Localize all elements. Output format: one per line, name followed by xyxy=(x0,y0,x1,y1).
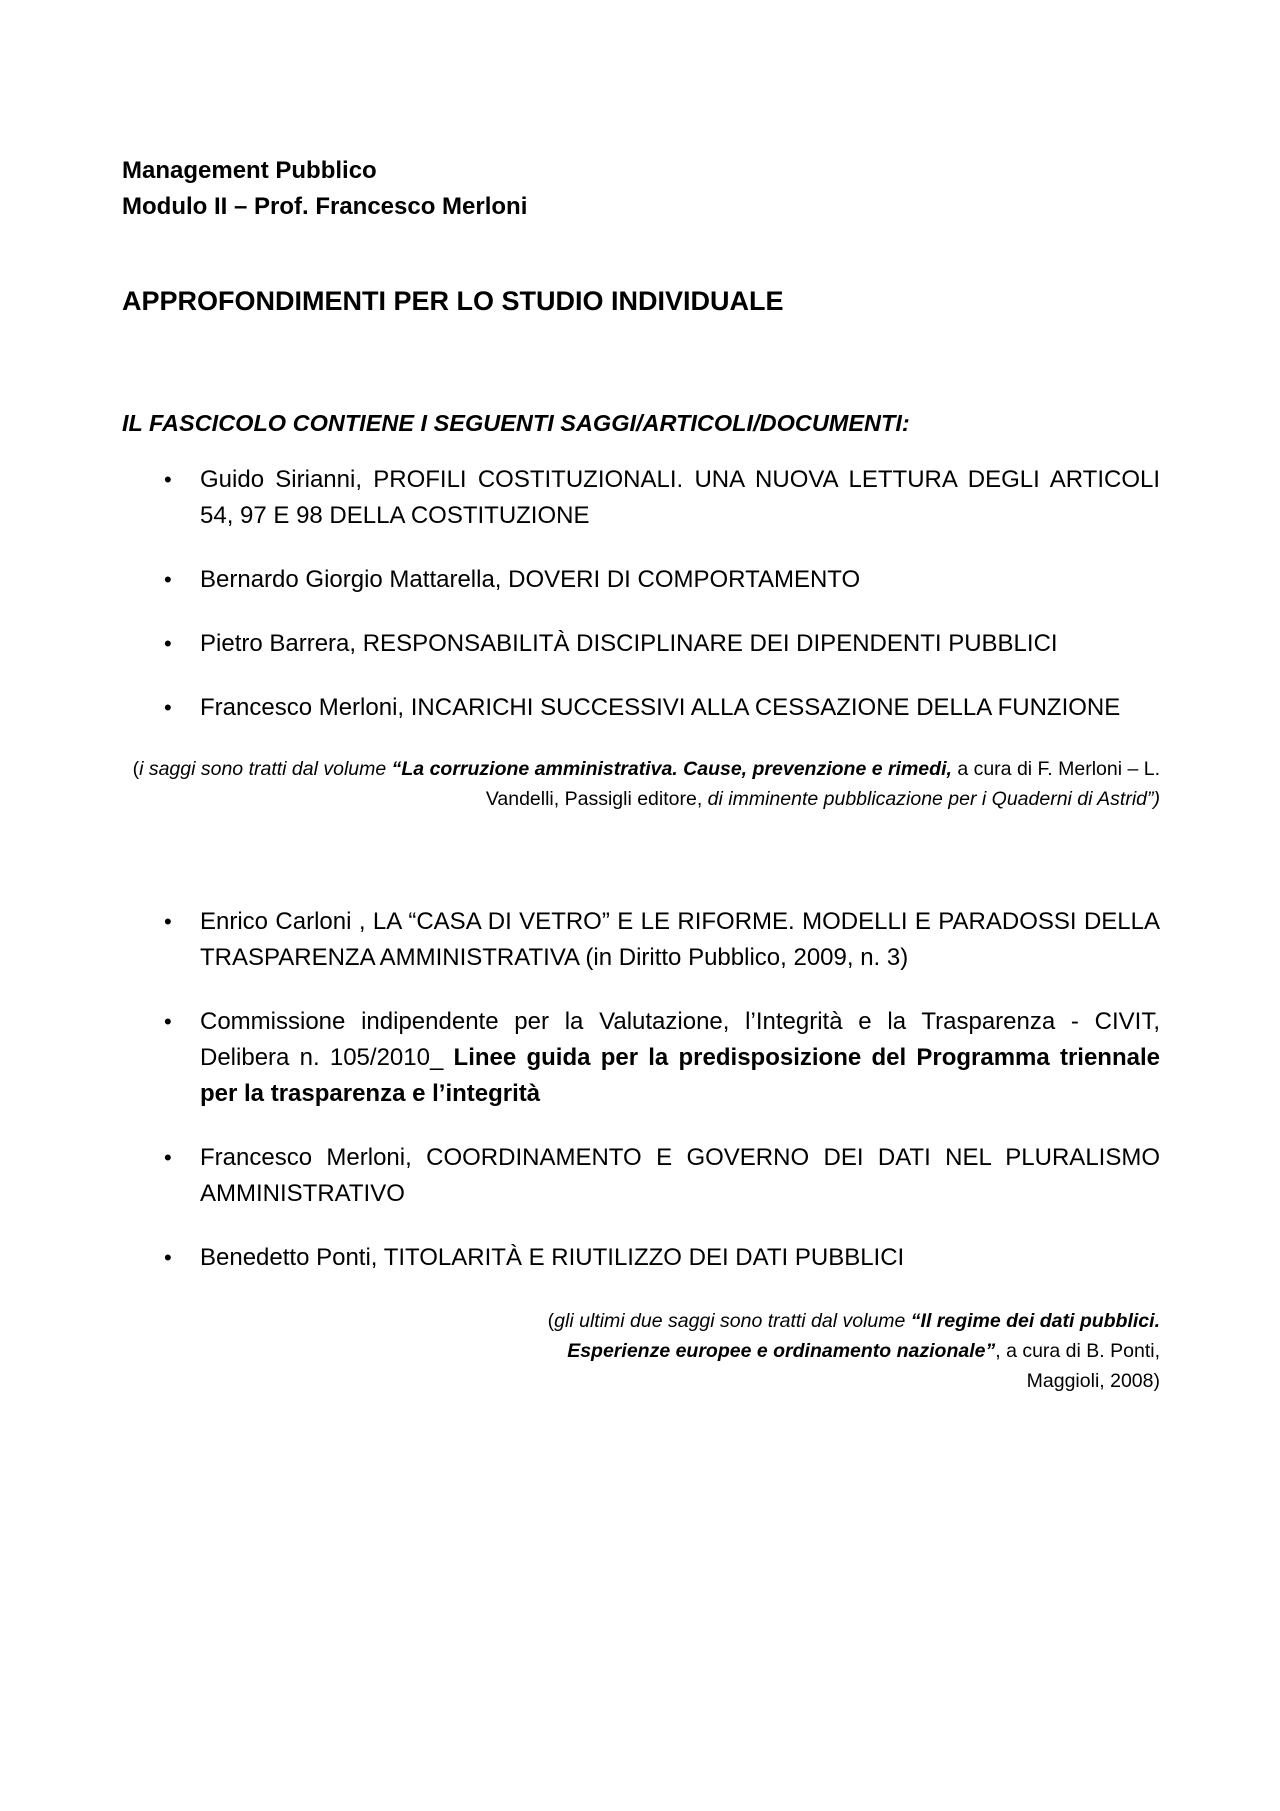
bullet-icon: • xyxy=(164,1245,172,1270)
section-heading: IL FASCICOLO CONTIENE I SEGUENTI SAGGI/ARTICOLI/DOCUMENTI: xyxy=(122,410,910,436)
list-item-text: Commissione indipendente per la Valutazione, l’Integrità e la Trasparenza - CIVIT, Delibera n. 105/2010_ xyxy=(200,1008,1160,1071)
list-item-text: Guido Sirianni, PROFILI COSTITUZIONALI. UNA NUOVA LETTURA DEGLI ARTICOLI 54, 97 E 98 DELLA COSTITUZIONE xyxy=(200,466,1160,529)
source-note: (i saggi sono tratti dal volume “La corruzione amministrativa. Cause, prevenzione e rimedi, a cura di F. Merloni – L. Vandelli, Passigli editore, di imminente pubblicazione per i Quaderni di Astrid”) xyxy=(132,758,1160,810)
list-item xyxy=(164,1140,1160,1212)
list-item xyxy=(164,690,1160,726)
page-title: APPROFONDIMENTI PER LO STUDIO INDIVIDUALE xyxy=(122,286,784,316)
list-item xyxy=(164,1240,1160,1276)
bullet-icon: • xyxy=(164,631,172,656)
source-note: (gli ultimi due saggi sono tratti dal volume “Il regime dei dati pubblici. Esperienze europee e ordinamento nazionale”, a cura di B. Ponti, Maggioli, 2008) xyxy=(547,1310,1160,1392)
list-item-text: Benedetto Ponti, TITOLARITÀ E RIUTILIZZO DEI DATI PUBBLICI xyxy=(200,1244,905,1271)
module-professor: Modulo II – Prof. Francesco Merloni xyxy=(122,193,528,220)
bullet-icon: • xyxy=(164,1145,172,1170)
list-item xyxy=(164,904,1160,976)
list-item xyxy=(164,626,1160,662)
bullet-icon: • xyxy=(164,567,172,592)
bullet-icon: • xyxy=(164,467,172,492)
bullet-icon: • xyxy=(164,909,172,934)
list-item-bold-title: Linee guida per la predisposizione del Programma triennale per la trasparenza e l’integrità xyxy=(200,1044,1160,1107)
bullet-icon: • xyxy=(164,695,172,720)
list-item-text: Enrico Carloni , LA “CASA DI VETRO” E LE RIFORME. MODELLI E PARADOSSI DELLA TRASPARENZA AMMINISTRATIVA (in Diritto Pubblico, 2009, n. 3) xyxy=(200,908,1160,971)
list-item xyxy=(164,1004,1160,1112)
list-item-text: Bernardo Giorgio Mattarella, DOVERI DI COMPORTAMENTO xyxy=(200,566,861,593)
list-item-text: Francesco Merloni, INCARICHI SUCCESSIVI ALLA CESSAZIONE DELLA FUNZIONE xyxy=(200,694,1121,721)
list-item xyxy=(164,462,1160,534)
list-item-text: Francesco Merloni, COORDINAMENTO E GOVERNO DEI DATI NEL PLURALISMO AMMINISTRATIVO xyxy=(200,1144,1160,1207)
course-name: Management Pubblico xyxy=(122,157,377,184)
list-item-text: Pietro Barrera, RESPONSABILITÀ DISCIPLINARE DEI DIPENDENTI PUBBLICI xyxy=(200,630,1058,657)
list-item xyxy=(164,562,1160,598)
bullet-icon: • xyxy=(164,1009,172,1034)
